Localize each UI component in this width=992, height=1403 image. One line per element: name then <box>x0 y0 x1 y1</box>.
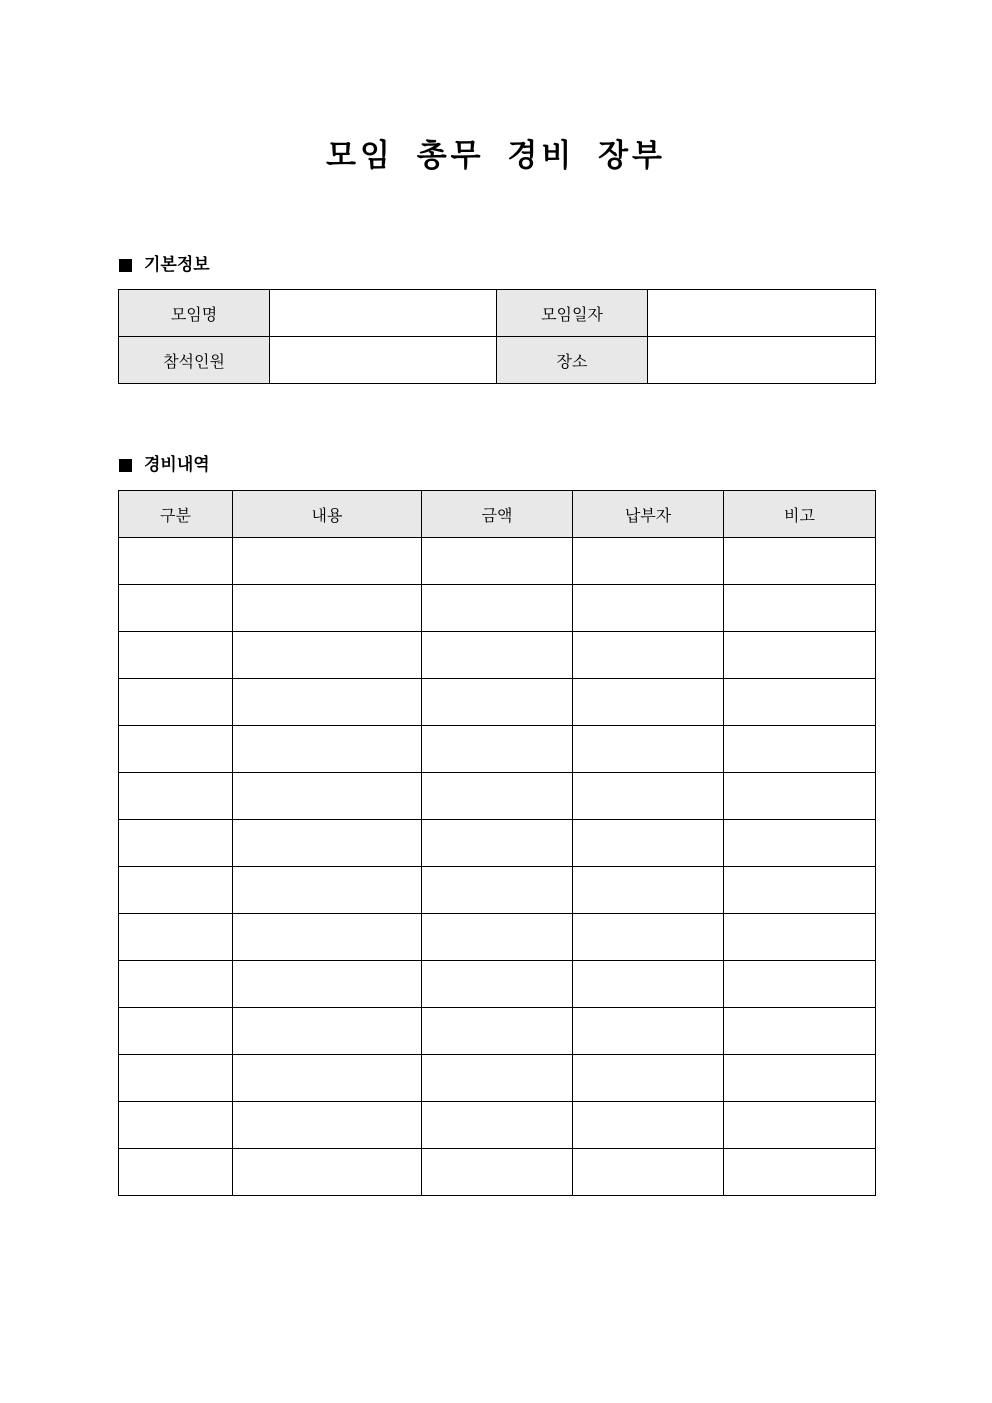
table-row <box>119 679 876 726</box>
cell-payer[interactable] <box>573 1008 724 1055</box>
cell-note[interactable] <box>724 867 876 914</box>
page-title: 모임 총무 경비 장부 <box>326 138 666 174</box>
cell-amount[interactable] <box>422 773 573 820</box>
cell-description[interactable] <box>233 867 422 914</box>
cell-category[interactable] <box>119 538 233 585</box>
cell-note[interactable] <box>724 773 876 820</box>
cell-payer[interactable] <box>573 773 724 820</box>
cell-category[interactable] <box>119 1102 233 1149</box>
meeting-name-field[interactable] <box>270 290 497 337</box>
cell-category[interactable] <box>119 679 233 726</box>
table-row <box>119 867 876 914</box>
table-row <box>119 820 876 867</box>
table-row <box>119 961 876 1008</box>
cell-amount[interactable] <box>422 632 573 679</box>
cell-amount[interactable] <box>422 1149 573 1196</box>
table-row <box>119 726 876 773</box>
table-row <box>119 1055 876 1102</box>
cell-amount[interactable] <box>422 820 573 867</box>
cell-category[interactable] <box>119 726 233 773</box>
cell-description[interactable] <box>233 914 422 961</box>
cell-payer[interactable] <box>573 726 724 773</box>
cell-amount[interactable] <box>422 585 573 632</box>
cell-category[interactable] <box>119 1008 233 1055</box>
table-row <box>119 1008 876 1055</box>
cell-amount[interactable] <box>422 1102 573 1149</box>
cell-payer[interactable] <box>573 820 724 867</box>
table-row <box>119 290 876 337</box>
table-row <box>119 632 876 679</box>
table-row <box>119 1102 876 1149</box>
cell-description[interactable] <box>233 961 422 1008</box>
cell-amount[interactable] <box>422 867 573 914</box>
cell-category[interactable] <box>119 585 233 632</box>
cell-note[interactable] <box>724 679 876 726</box>
cell-payer[interactable] <box>573 1055 724 1102</box>
cell-amount[interactable] <box>422 914 573 961</box>
cell-payer[interactable] <box>573 679 724 726</box>
cell-payer[interactable] <box>573 632 724 679</box>
cell-note[interactable] <box>724 961 876 1008</box>
cell-payer[interactable] <box>573 585 724 632</box>
section-heading-label: 기본정보 <box>144 255 210 275</box>
table-row <box>119 337 876 384</box>
cell-category[interactable] <box>119 867 233 914</box>
cell-payer[interactable] <box>573 961 724 1008</box>
cell-note[interactable] <box>724 1149 876 1196</box>
cell-category[interactable] <box>119 1055 233 1102</box>
attendees-field[interactable] <box>270 337 497 384</box>
cell-description[interactable] <box>233 773 422 820</box>
cell-note[interactable] <box>724 585 876 632</box>
table-row <box>119 1149 876 1196</box>
cell-note[interactable] <box>724 820 876 867</box>
cell-description[interactable] <box>233 726 422 773</box>
cell-category[interactable] <box>119 961 233 1008</box>
cell-description[interactable] <box>233 585 422 632</box>
cell-amount[interactable] <box>422 1008 573 1055</box>
cell-payer[interactable] <box>573 867 724 914</box>
cell-note[interactable] <box>724 632 876 679</box>
cell-note[interactable] <box>724 1008 876 1055</box>
location-field[interactable] <box>648 337 876 384</box>
cell-payer[interactable] <box>573 1149 724 1196</box>
section-heading-label: 경비내역 <box>144 455 210 475</box>
column-header-description: 내용 <box>233 491 422 538</box>
cell-description[interactable] <box>233 632 422 679</box>
cell-amount[interactable] <box>422 961 573 1008</box>
cell-category[interactable] <box>119 914 233 961</box>
cell-note[interactable] <box>724 1055 876 1102</box>
expense-table-body <box>119 538 876 1196</box>
cell-description[interactable] <box>233 1008 422 1055</box>
cell-description[interactable] <box>233 679 422 726</box>
expense-table <box>118 490 876 1196</box>
cell-amount[interactable] <box>422 538 573 585</box>
cell-note[interactable] <box>724 538 876 585</box>
table-row <box>119 914 876 961</box>
cell-description[interactable] <box>233 538 422 585</box>
cell-description[interactable] <box>233 820 422 867</box>
cell-note[interactable] <box>724 1102 876 1149</box>
square-bullet-icon <box>119 259 132 272</box>
table-row <box>119 538 876 585</box>
label-meeting-name: 모임명 <box>119 290 270 337</box>
section-heading-basic-info <box>119 253 210 277</box>
column-header-category: 구분 <box>119 491 233 538</box>
column-header-payer: 납부자 <box>573 491 724 538</box>
cell-note[interactable] <box>724 914 876 961</box>
cell-amount[interactable] <box>422 726 573 773</box>
label-attendees: 참석인원 <box>119 337 270 384</box>
meeting-date-field[interactable] <box>648 290 876 337</box>
table-row <box>119 585 876 632</box>
cell-payer[interactable] <box>573 1102 724 1149</box>
basic-info-table <box>118 289 876 384</box>
column-header-amount: 금액 <box>422 491 573 538</box>
cell-description[interactable] <box>233 1149 422 1196</box>
cell-description[interactable] <box>233 1102 422 1149</box>
label-location: 장소 <box>497 337 648 384</box>
cell-note[interactable] <box>724 726 876 773</box>
cell-category[interactable] <box>119 1149 233 1196</box>
table-header-row <box>119 491 876 538</box>
cell-amount[interactable] <box>422 679 573 726</box>
table-row <box>119 773 876 820</box>
label-meeting-date: 모임일자 <box>497 290 648 337</box>
cell-category[interactable] <box>119 820 233 867</box>
cell-category[interactable] <box>119 632 233 679</box>
cell-description[interactable] <box>233 1055 422 1102</box>
cell-payer[interactable] <box>573 538 724 585</box>
section-heading-expenses <box>119 453 210 477</box>
cell-payer[interactable] <box>573 914 724 961</box>
cell-amount[interactable] <box>422 1055 573 1102</box>
column-header-note: 비고 <box>724 491 876 538</box>
square-bullet-icon <box>119 459 132 472</box>
cell-category[interactable] <box>119 773 233 820</box>
